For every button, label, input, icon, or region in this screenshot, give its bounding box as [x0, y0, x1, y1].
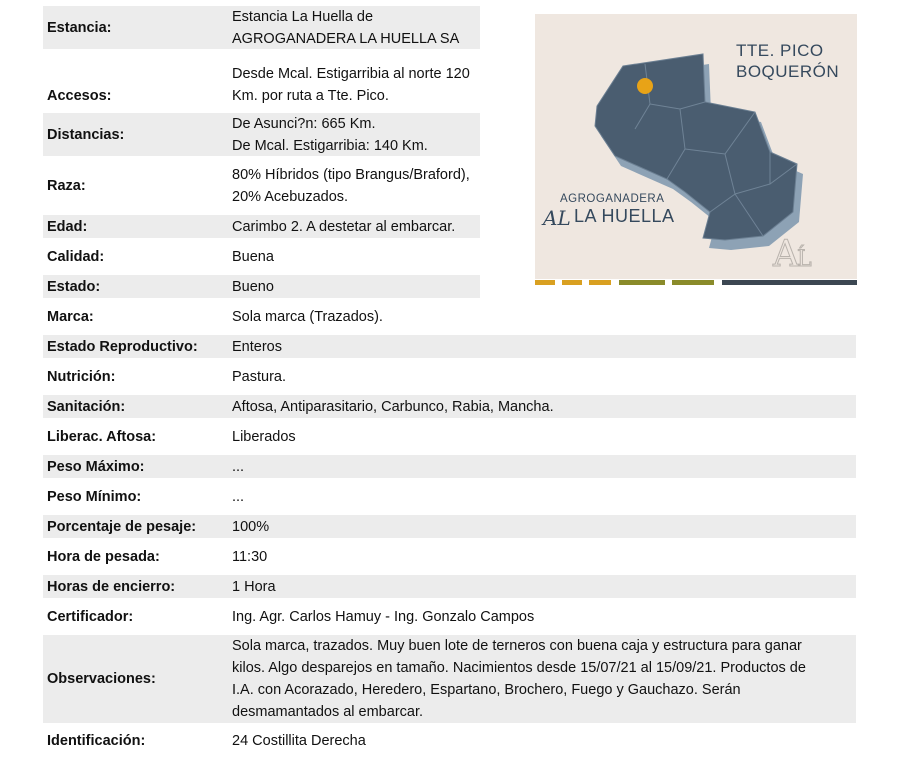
brand-monogram-icon: AL: [543, 206, 571, 230]
brand-name-top: AGROGANADERA: [560, 193, 665, 205]
label-edad: Edad:: [43, 215, 224, 238]
svg-text:Ĺ: Ĺ: [797, 247, 812, 272]
value-marca: Sola marca (Trazados).: [232, 308, 383, 325]
label-liberac-aftosa: Liberac. Aftosa:: [47, 428, 157, 445]
label-identificacion: Identificación:: [47, 732, 146, 749]
brand-name-main: LA HUELLA: [574, 206, 675, 226]
row-distancias: [43, 113, 480, 156]
value-peso-maximo: ...: [224, 455, 856, 478]
row-peso-maximo: [43, 455, 856, 478]
value-accesos: Desde Mcal. Estigarribia al norte 120 Km. por ruta a Tte. Pico.: [232, 66, 470, 104]
value-edad: Carimbo 2. A destetar al embarcar.: [224, 215, 480, 238]
value-certificador: Ing. Agr. Carlos Hamuy - Ing. Gonzalo Campos: [232, 608, 535, 625]
value-observaciones: Sola marca, trazados. Muy buen lote de terneros con buena caja y estructura para ganar kilos. Algo desparejos en tamaño. Nacimientos desde 15/07/21 al 15/09/21. Productos de I.A. con Acorazado, Heredero, Espartano, Brochero, Fuego y Gauchazo. Serán desmamantados al embarcar.: [224, 635, 856, 723]
row-identificacion: [43, 729, 856, 752]
label-hora-pesada: Hora de pesada:: [47, 548, 160, 565]
label-calidad: Calidad:: [47, 248, 105, 265]
value-nutricion: Pastura.: [232, 368, 286, 385]
row-porcentaje-pesaje: [43, 515, 856, 538]
row-accesos: [43, 60, 480, 110]
row-nutricion: [43, 365, 856, 388]
label-horas-encierro: Horas de encierro:: [43, 575, 224, 598]
value-hora-pesada: 11:30: [232, 548, 268, 565]
row-certificador: [43, 605, 856, 628]
value-identificacion: 24 Costillita Derecha: [232, 732, 366, 749]
stripe-segment: [722, 280, 857, 285]
row-hora-pesada: [43, 545, 856, 568]
label-peso-maximo: Peso Máximo:: [43, 455, 224, 478]
row-edad: [43, 215, 480, 238]
stripe-segment: [589, 280, 611, 285]
row-marca: [43, 305, 856, 328]
value-liberac-aftosa: Liberados: [232, 428, 296, 445]
label-estancia: Estancia:: [43, 6, 224, 49]
row-estado: [43, 275, 480, 298]
value-estancia: Estancia La Huella de AGROGANADERA LA HUELLA SA: [224, 6, 480, 49]
row-peso-minimo: [43, 485, 856, 508]
value-porcentaje-pesaje: 100%: [224, 515, 856, 538]
label-observaciones: Observaciones:: [43, 635, 224, 723]
location-marker-icon: [637, 78, 653, 94]
row-liberac-aftosa: [43, 425, 856, 448]
stripe-segment: [562, 280, 582, 285]
stripe-segment: [535, 280, 555, 285]
row-estancia: [43, 6, 480, 49]
map-location-line2: BOQUERÓN: [736, 62, 840, 81]
label-marca: Marca:: [47, 308, 94, 325]
stripe-segment: [672, 280, 714, 285]
value-distancias: De Asunci?n: 665 Km. De Mcal. Estigarribia: 140 Km.: [224, 113, 480, 156]
value-estado-reproductivo: Enteros: [224, 335, 856, 358]
value-calidad: Buena: [232, 248, 274, 265]
label-porcentaje-pesaje: Porcentaje de pesaje:: [43, 515, 224, 538]
map-location-line1: TTE. PICO: [736, 41, 824, 60]
row-raza: [43, 163, 480, 208]
row-observaciones: [43, 635, 856, 723]
value-sanitacion: Aftosa, Antiparasitario, Carbunco, Rabia, Mancha.: [224, 395, 856, 418]
label-sanitacion: Sanitación:: [43, 395, 224, 418]
row-horas-encierro: [43, 575, 856, 598]
label-nutricion: Nutrición:: [47, 368, 116, 385]
label-raza: Raza:: [47, 177, 86, 194]
value-horas-encierro: 1 Hora: [224, 575, 856, 598]
value-estado: Bueno: [224, 275, 480, 298]
value-raza: 80% Híbridos (tipo Brangus/Braford), 20% Acebuzados.: [232, 166, 470, 205]
row-calidad: [43, 245, 480, 268]
row-estado-reproductivo: [43, 335, 856, 358]
monogram-watermark-icon: A: [773, 234, 799, 275]
label-accesos: Accesos:: [47, 88, 112, 104]
row-sanitacion: [43, 395, 856, 418]
stripe-segment: [619, 280, 665, 285]
label-peso-minimo: Peso Mínimo:: [47, 488, 142, 505]
label-certificador: Certificador:: [47, 608, 134, 625]
label-estado: Estado:: [43, 275, 224, 298]
label-estado-reproductivo: Estado Reproductivo:: [43, 335, 224, 358]
label-distancias: Distancias:: [43, 113, 224, 156]
value-peso-minimo: ...: [232, 488, 245, 505]
